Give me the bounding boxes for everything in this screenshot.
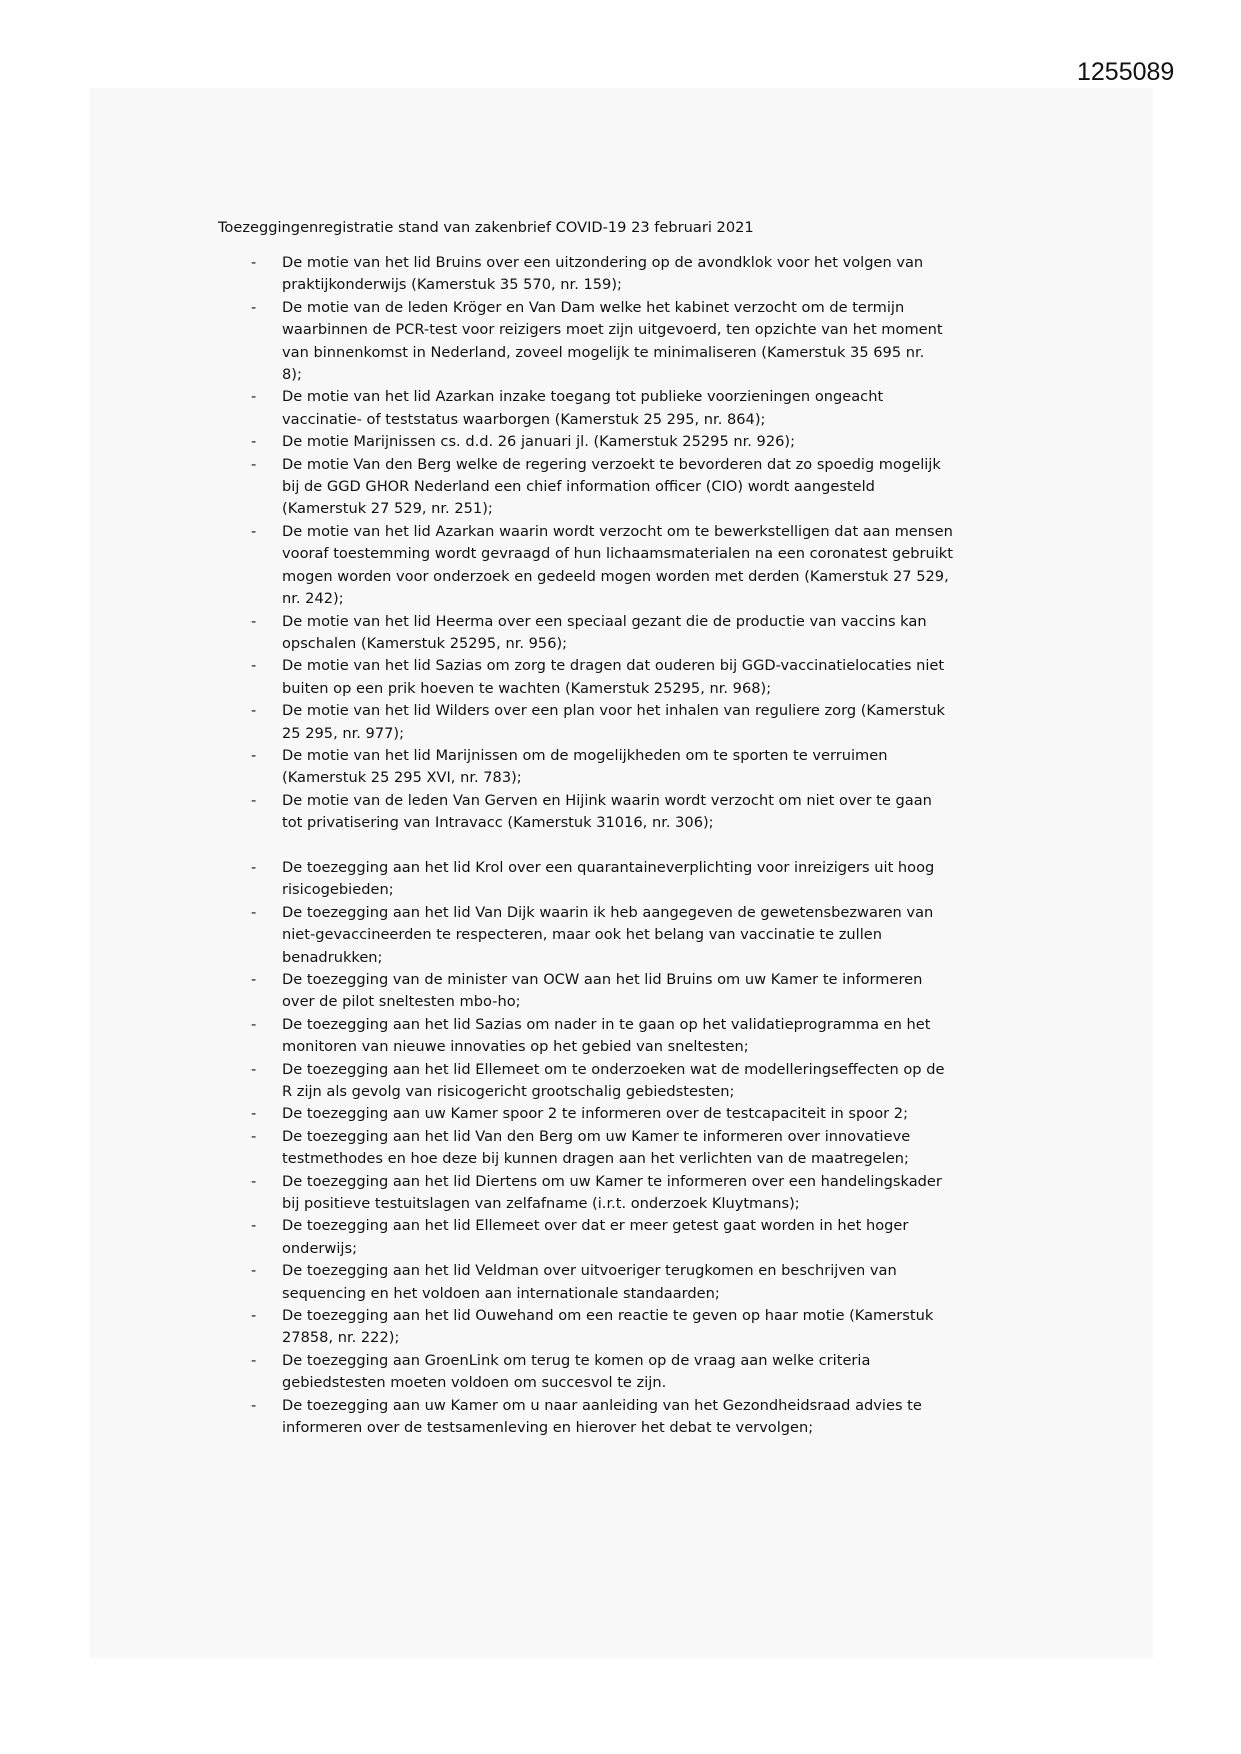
list-bullet: - — [251, 1262, 257, 1280]
list-item-text-line: 25 295, nr. 977); — [282, 724, 404, 742]
list-item-text-line: R zijn als gevolg van risicogericht grootschalig gebiedstesten; — [282, 1083, 735, 1101]
list-item-text-line: mogen worden voor onderzoek en gedeeld mogen worden met derden (Kamerstuk 27 529, — [282, 567, 949, 585]
motion-item — [0, 655, 1241, 700]
commitment-item — [0, 1260, 1241, 1305]
list-item-text-line: De toezegging aan het lid Sazias om nader in te gaan op het validatieprogramma en het — [282, 1015, 931, 1033]
list-item-text-line: De toezegging aan het lid Veldman over uitvoeriger terugkomen en beschrijven van — [282, 1262, 897, 1280]
list-item-text-line: De motie van de leden Van Gerven en Hijink waarin wordt verzocht om niet over te gaan — [282, 791, 932, 809]
list-item-text-line: De motie van het lid Heerma over een speciaal gezant die de productie van vaccins kan — [282, 612, 927, 630]
list-bullet: - — [251, 970, 257, 988]
motion-item — [0, 454, 1241, 521]
commitment-item — [0, 1215, 1241, 1260]
commitment-item — [0, 902, 1241, 969]
list-bullet: - — [251, 298, 257, 316]
document-title: Toezeggingenregistratie stand van zakenbrief COVID-19 23 februari 2021 — [218, 219, 754, 236]
list-item-text-line: De motie van het lid Bruins over een uitzondering op de avondklok voor het volgen van — [282, 254, 924, 271]
list-item-text-line: praktijkonderwijs (Kamerstuk 35 570, nr. 159); — [282, 276, 622, 294]
list-item-text-line: risicogebieden; — [282, 881, 394, 899]
commitment-item — [0, 1103, 1241, 1125]
list-item-text-line: informeren over de testsamenleving en hierover het debat te vervolgen; — [282, 1419, 814, 1437]
list-item-text-line: (Kamerstuk 25 295 XVI, nr. 783); — [282, 769, 522, 787]
motion-item — [0, 252, 1241, 297]
list-item-text-line: gebiedstesten moeten voldoen om succesvol te zijn. — [282, 1374, 667, 1392]
commitment-item — [0, 857, 1241, 902]
list-item-text-line: waarbinnen de PCR-test voor reizigers moet zijn uitgevoerd, ten opzichte van het moment — [282, 321, 943, 339]
list-item-text-line: 27858, nr. 222); — [282, 1329, 400, 1347]
list-bullet: - — [251, 657, 257, 675]
list-item-text-line: De toezegging van de minister van OCW aan het lid Bruins om uw Kamer te informeren — [282, 970, 923, 988]
list-item-text-line: niet-gevaccineerden te respecteren, maar ook het belang van vaccinatie te zullen — [282, 926, 883, 944]
motion-item — [0, 745, 1241, 790]
list-bullet: - — [251, 388, 257, 406]
commitment-item — [0, 969, 1241, 1014]
motion-item — [0, 700, 1241, 745]
list-bullet: - — [251, 1172, 257, 1190]
list-item-text-line: De motie van het lid Sazias om zorg te dragen dat ouderen bij GGD-vaccinatielocaties niet — [282, 657, 945, 675]
list-item-text-line: De motie van het lid Marijnissen om de mogelijkheden om te sporten te verruimen — [282, 746, 888, 764]
list-bullet: - — [251, 746, 257, 764]
list-item-text-line: De toezegging aan het lid Diertens om uw Kamer te informeren over een handelingskader — [282, 1172, 942, 1190]
list-bullet: - — [251, 702, 257, 720]
list-item-text-line: bij positieve testuitslagen van zelfafname (i.r.t. onderzoek Kluytmans); — [282, 1195, 800, 1213]
motions-list — [0, 252, 1241, 835]
motion-item — [0, 386, 1241, 431]
list-item-text-line: De toezegging aan het lid Van Dijk waarin ik heb aangegeven de gewetensbezwaren van — [282, 903, 934, 921]
commitments-list — [0, 252, 1241, 1440]
list-item-text-line: testmethodes en hoe deze bij kunnen dragen aan het verlichten van de maatregelen; — [282, 1150, 909, 1168]
list-item-text-line: De toezegging aan uw Kamer om u naar aanleiding van het Gezondheidsraad advies te — [282, 1396, 922, 1414]
list-bullet: - — [251, 1307, 257, 1325]
motion-item — [0, 611, 1241, 656]
list-item-text-line: vooraf toestemming wordt gevraagd of hun lichaamsmaterialen na een coronatest gebruikt — [282, 545, 953, 563]
list-item-text-line: De motie van het lid Azarkan inzake toegang tot publieke voorzieningen ongeacht — [282, 388, 884, 406]
list-item-text-line: van binnenkomst in Nederland, zoveel mogelijk te minimaliseren (Kamerstuk 35 695 nr. — [282, 343, 925, 361]
list-bullet: - — [251, 455, 257, 473]
list-bullet: - — [251, 791, 257, 809]
motion-item — [0, 790, 1241, 835]
list-item-text-line: 8); — [282, 366, 302, 384]
list-item-text-line: monitoren van nieuwe innovaties op het gebied van sneltesten; — [282, 1038, 749, 1056]
motion-item — [0, 431, 1241, 453]
list-item-text-line: tot privatisering van Intravacc (Kamerstuk 31016, nr. 306); — [282, 814, 714, 832]
list-bullet: - — [251, 254, 257, 271]
list-item-text-line: De toezegging aan GroenLink om terug te komen op de vraag aan welke criteria — [282, 1351, 871, 1369]
list-bullet: - — [251, 1396, 257, 1414]
list-item-text-line: De toezegging aan het lid Ellemeet om te onderzoeken wat de modelleringseffecten op de — [282, 1060, 945, 1078]
list-item-text-line: benadrukken; — [282, 948, 383, 966]
list-item-text-line: bij de GGD GHOR Nederland een chief information officer (CIO) wordt aangesteld — [282, 478, 875, 496]
list-item-text-line: De motie van het lid Azarkan waarin wordt verzocht om te bewerkstelligen dat aan mensen — [282, 522, 953, 540]
commitment-item — [0, 1171, 1241, 1216]
commitment-item — [0, 1305, 1241, 1350]
list-bullet: - — [251, 1351, 257, 1369]
document-number: 1255089 — [1077, 58, 1175, 86]
motion-item — [0, 521, 1241, 611]
list-item-text-line: De toezegging aan het lid Ellemeet over dat er meer getest gaat worden in het hoger — [282, 1217, 909, 1235]
commitment-item — [0, 1350, 1241, 1395]
list-bullet: - — [251, 1015, 257, 1033]
list-bullet: - — [251, 1217, 257, 1235]
list-item-text-line: De toezegging aan uw Kamer spoor 2 te informeren over de testcapaciteit in spoor 2; — [282, 1105, 908, 1123]
section-gap — [0, 835, 1241, 857]
list-bullet: - — [251, 903, 257, 921]
list-bullet: - — [251, 612, 257, 630]
list-item-text-line: De motie van het lid Wilders over een plan voor het inhalen van reguliere zorg (Kamerstuk — [282, 702, 945, 720]
commitment-item — [0, 1395, 1241, 1440]
list-item-text-line: sequencing en het voldoen aan internationale standaarden; — [282, 1284, 720, 1302]
list-item-text-line: onderwijs; — [282, 1239, 357, 1257]
list-bullet: - — [251, 1105, 257, 1123]
list-item-text-line: De toezegging aan het lid Ouwehand om een reactie te geven op haar motie (Kamerstuk — [282, 1307, 934, 1325]
commitments-sublist — [0, 857, 1241, 1440]
list-item-text-line: (Kamerstuk 27 529, nr. 251); — [282, 500, 493, 518]
commitment-item — [0, 1014, 1241, 1059]
list-item-text-line: De motie Marijnissen cs. d.d. 26 januari jl. (Kamerstuk 25295 nr. 926); — [282, 433, 796, 451]
motion-item — [0, 297, 1241, 387]
list-item-text-line: De toezegging aan het lid Van den Berg om uw Kamer te informeren over innovatieve — [282, 1127, 911, 1145]
list-item-text-line: opschalen (Kamerstuk 25295, nr. 956); — [282, 634, 568, 652]
list-item-text-line: nr. 242); — [282, 590, 344, 608]
list-bullet: - — [251, 1127, 257, 1145]
list-item-text-line: buiten op een prik hoeven te wachten (Kamerstuk 25295, nr. 968); — [282, 679, 772, 697]
list-item-text-line: De toezegging aan het lid Krol over een quarantaineverplichting voor inreizigers uit hoog — [282, 858, 935, 876]
list-bullet: - — [251, 1060, 257, 1078]
list-item-text-line: De motie Van den Berg welke de regering verzoekt te bevorderen dat zo spoedig mogelijk — [282, 455, 941, 473]
list-bullet: - — [251, 522, 257, 540]
list-bullet: - — [251, 858, 257, 876]
list-item-text-line: over de pilot sneltesten mbo-ho; — [282, 993, 521, 1011]
list-item-text-line: De motie van de leden Kröger en Van Dam welke het kabinet verzocht om de termijn — [282, 298, 905, 316]
commitment-item — [0, 1126, 1241, 1171]
commitment-item — [0, 1059, 1241, 1104]
list-bullet: - — [251, 433, 257, 451]
list-item-text-line: vaccinatie- of teststatus waarborgen (Kamerstuk 25 295, nr. 864); — [282, 410, 766, 428]
